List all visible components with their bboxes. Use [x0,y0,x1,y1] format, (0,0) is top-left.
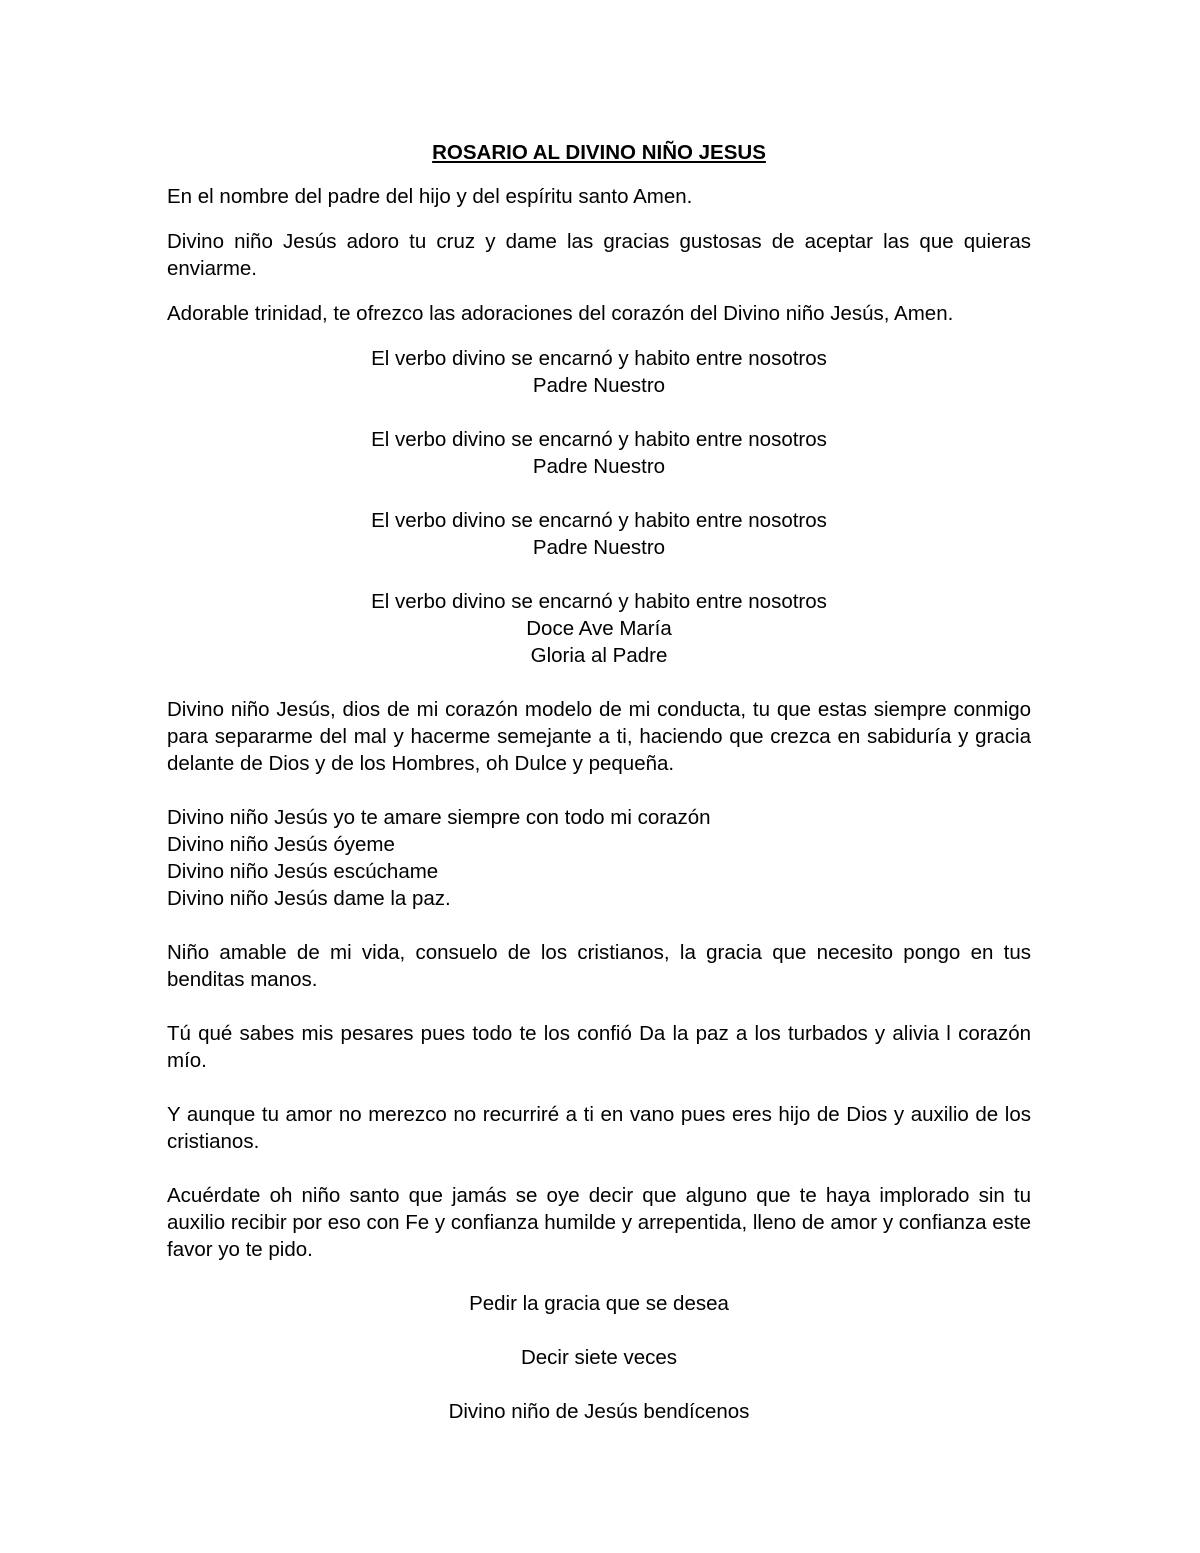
verse-block-2 [167,426,1031,480]
closing-invocation: Divino niño de Jesús bendícenos [448,1400,750,1423]
litany-line: Divino niño Jesús escúchame [167,860,439,883]
verse-response: Padre Nuestro [532,455,666,478]
verse-block-3 [167,507,1031,561]
litany-block [167,804,1031,912]
document-title: ROSARIO AL DIVINO NIÑO JESUS [432,141,766,164]
litany-line: Divino niño Jesús dame la paz. [167,887,451,910]
document-page [167,139,1031,1425]
litany-line: Divino niño Jesús óyeme [167,833,395,856]
closing-instruction-2: Decir siete veces [520,1346,678,1369]
intro-paragraph-2: Divino niño Jesús adoro tu cruz y dame las gracias gustosas de aceptar las que quieras enviarme. [167,230,1031,280]
litany-line: Divino niño Jesús yo te amare siempre con todo mi corazón [167,806,711,829]
verse-line: El verbo divino se encarnó y habito entre nosotros [371,428,827,451]
verse-response: Padre Nuestro [532,536,666,559]
verse-block-1 [167,345,1031,399]
prayer-paragraph-1: Divino niño Jesús, dios de mi corazón modelo de mi conducta, tu que estas siempre conmigo para separarme del mal y hacerme semejante a ti, haciendo que crezca en sabiduría y gracia delante de Dios y de los Hombres, oh Dulce y pequeña. [167,698,1031,775]
verse-line: El verbo divino se encarnó y habito entre nosotros [371,347,827,370]
prayer-paragraph-5: Acuérdate oh niño santo que jamás se oye decir que alguno que te haya implorado sin tu auxilio recibir por eso con Fe y confianza humilde y arrepentida, lleno de amor y confianza este favor yo te pido. [167,1184,1031,1261]
verse-block-4 [167,588,1031,669]
verse-line: El verbo divino se encarnó y habito entre nosotros [371,590,827,613]
closing-instruction-1: Pedir la gracia que se desea [469,1292,729,1315]
prayer-paragraph-2: Niño amable de mi vida, consuelo de los cristianos, la gracia que necesito pongo en tus benditas manos. [167,941,1031,991]
verse-response: Padre Nuestro [532,374,666,397]
verse-response: Gloria al Padre [530,644,668,667]
verse-line: El verbo divino se encarnó y habito entre nosotros [371,509,827,532]
intro-paragraph-3: Adorable trinidad, te ofrezco las adoraciones del corazón del Divino niño Jesús, Amen. [167,302,954,325]
prayer-paragraph-3: Tú qué sabes mis pesares pues todo te los confió Da la paz a los turbados y alivia l corazón mío. [167,1022,1031,1072]
intro-paragraph-1: En el nombre del padre del hijo y del espíritu santo Amen. [167,185,693,208]
verse-response: Doce Ave María [526,617,672,640]
prayer-paragraph-4: Y aunque tu amor no merezco no recurriré a ti en vano pues eres hijo de Dios y auxilio de los cristianos. [167,1103,1031,1153]
